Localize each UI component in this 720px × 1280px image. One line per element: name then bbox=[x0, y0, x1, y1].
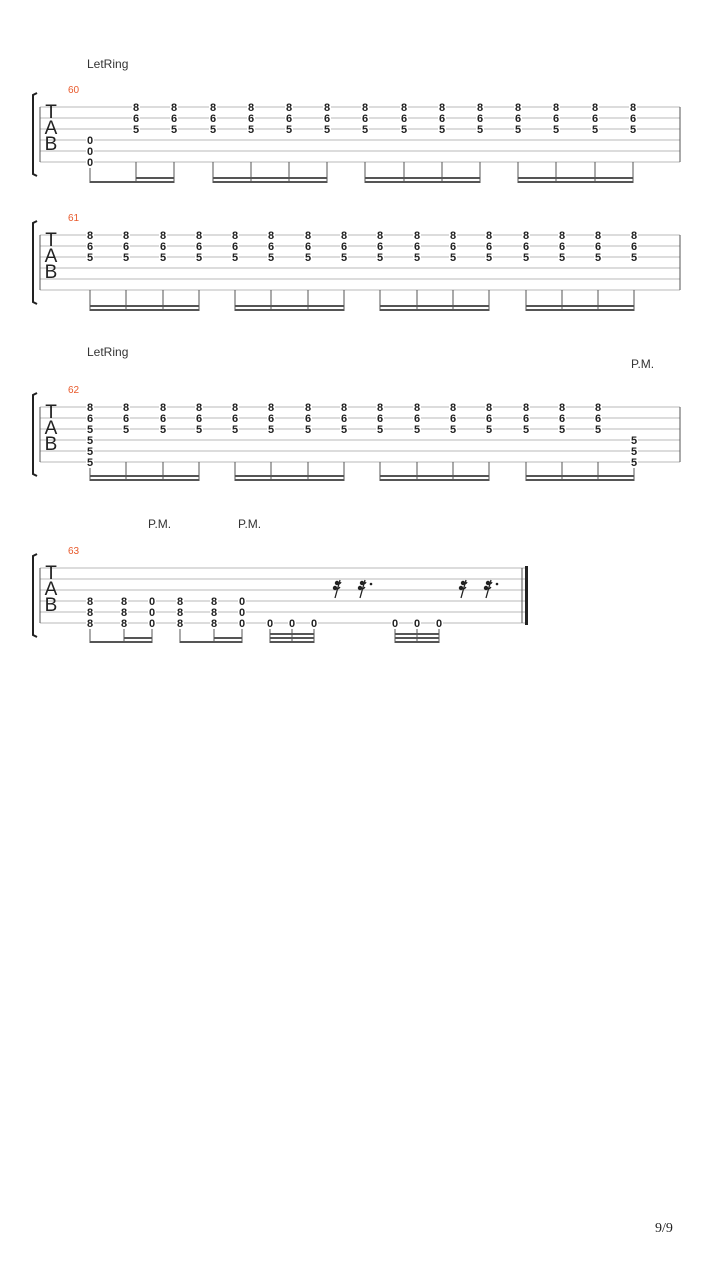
fret-number: 5 bbox=[522, 424, 530, 436]
fret-number: 8 bbox=[86, 596, 94, 608]
fret-number: 8 bbox=[120, 596, 128, 608]
fret-number: 5 bbox=[449, 252, 457, 264]
letring-annotation: LetRing bbox=[87, 57, 129, 71]
beam-secondary bbox=[90, 305, 199, 307]
beam-secondary bbox=[380, 305, 489, 307]
fret-number: 5 bbox=[361, 124, 369, 136]
beam bbox=[235, 309, 344, 311]
fret-number: 6 bbox=[323, 113, 331, 125]
fret-number: 8 bbox=[195, 230, 203, 242]
beam-tertiary bbox=[270, 633, 314, 635]
fret-number: 6 bbox=[552, 113, 560, 125]
fret-number: 6 bbox=[522, 241, 530, 253]
fret-number: 6 bbox=[413, 241, 421, 253]
fret-number: 6 bbox=[376, 413, 384, 425]
fret-number: 5 bbox=[413, 252, 421, 264]
fret-number: 8 bbox=[438, 102, 446, 114]
system-bracket bbox=[33, 221, 37, 304]
fret-number: 5 bbox=[132, 124, 140, 136]
beam-secondary bbox=[124, 637, 152, 639]
fret-number: 6 bbox=[159, 413, 167, 425]
tab-clef-letter: B bbox=[44, 262, 58, 283]
fret-number: 0 bbox=[148, 618, 156, 630]
measure-62 bbox=[33, 393, 680, 481]
fret-number: 8 bbox=[195, 402, 203, 414]
fret-number: 8 bbox=[231, 230, 239, 242]
fret-number: 8 bbox=[86, 230, 94, 242]
fret-number: 8 bbox=[210, 596, 218, 608]
palm-mute-annotation: P.M. bbox=[631, 357, 655, 371]
fret-number: 6 bbox=[485, 241, 493, 253]
fret-number: 8 bbox=[591, 102, 599, 114]
fret-number: 5 bbox=[159, 252, 167, 264]
fret-number: 6 bbox=[209, 113, 217, 125]
fret-number: 8 bbox=[176, 618, 184, 630]
fret-number: 5 bbox=[195, 424, 203, 436]
fret-number: 6 bbox=[413, 413, 421, 425]
fret-number: 6 bbox=[122, 413, 130, 425]
rest-dot bbox=[496, 583, 499, 586]
fret-number: 6 bbox=[86, 413, 94, 425]
fret-number: 5 bbox=[340, 252, 348, 264]
fret-number: 6 bbox=[86, 241, 94, 253]
fret-number: 8 bbox=[558, 230, 566, 242]
fret-number: 6 bbox=[231, 413, 239, 425]
fret-number: 6 bbox=[630, 241, 638, 253]
fret-number: 5 bbox=[159, 424, 167, 436]
fret-number: 5 bbox=[170, 124, 178, 136]
fret-number: 5 bbox=[552, 124, 560, 136]
fret-number: 8 bbox=[231, 402, 239, 414]
fret-number: 6 bbox=[558, 241, 566, 253]
fret-number: 6 bbox=[122, 241, 130, 253]
tab-clef-letter: B bbox=[44, 595, 58, 616]
letring-annotation: LetRing bbox=[87, 345, 129, 359]
fret-number: 5 bbox=[231, 252, 239, 264]
fret-number: 0 bbox=[148, 596, 156, 608]
fret-number: 6 bbox=[438, 113, 446, 125]
fret-number: 8 bbox=[159, 230, 167, 242]
fret-number: 8 bbox=[120, 607, 128, 619]
fret-number: 8 bbox=[514, 102, 522, 114]
fret-number: 5 bbox=[413, 424, 421, 436]
beam bbox=[395, 641, 439, 643]
fret-number: 6 bbox=[449, 241, 457, 253]
fret-number: 5 bbox=[514, 124, 522, 136]
fret-number: 8 bbox=[630, 230, 638, 242]
fret-number: 5 bbox=[267, 424, 275, 436]
fret-number: 0 bbox=[86, 135, 94, 147]
fret-number: 5 bbox=[195, 252, 203, 264]
fret-number: 6 bbox=[558, 413, 566, 425]
fret-number: 8 bbox=[400, 102, 408, 114]
beam-secondary bbox=[395, 637, 439, 639]
fret-number: 8 bbox=[558, 402, 566, 414]
fret-number: 5 bbox=[285, 124, 293, 136]
fret-number: 6 bbox=[132, 113, 140, 125]
fret-number: 5 bbox=[86, 435, 94, 447]
fret-number: 6 bbox=[361, 113, 369, 125]
fret-number: 5 bbox=[122, 252, 130, 264]
tab-clef-letter: T bbox=[45, 402, 57, 423]
fret-number: 8 bbox=[176, 607, 184, 619]
fret-number: 8 bbox=[376, 402, 384, 414]
tab-clef-letter: B bbox=[44, 434, 58, 455]
tab-clef-letter: A bbox=[44, 246, 58, 267]
fret-number: 8 bbox=[209, 102, 217, 114]
fret-number: 5 bbox=[122, 424, 130, 436]
fret-number: 6 bbox=[170, 113, 178, 125]
beam-tertiary bbox=[395, 633, 439, 635]
fret-number: 5 bbox=[209, 124, 217, 136]
fret-number: 6 bbox=[247, 113, 255, 125]
page-number: 9/9 bbox=[655, 1221, 673, 1236]
fret-number: 8 bbox=[122, 402, 130, 414]
fret-number: 8 bbox=[176, 596, 184, 608]
fret-number: 8 bbox=[552, 102, 560, 114]
beam-secondary bbox=[136, 177, 174, 179]
fret-number: 5 bbox=[376, 424, 384, 436]
fret-number: 0 bbox=[413, 618, 421, 630]
beam-secondary bbox=[526, 305, 634, 307]
beam bbox=[180, 641, 242, 643]
fret-number: 5 bbox=[231, 424, 239, 436]
sixteenth-rest bbox=[459, 580, 467, 598]
beam-secondary bbox=[380, 475, 489, 477]
system-bracket bbox=[33, 554, 37, 637]
fret-number: 6 bbox=[449, 413, 457, 425]
fret-number: 0 bbox=[86, 146, 94, 158]
beam bbox=[270, 641, 314, 643]
rest-dot bbox=[370, 583, 373, 586]
fret-number: 5 bbox=[400, 124, 408, 136]
fret-number: 6 bbox=[340, 241, 348, 253]
measure-number: 61 bbox=[68, 213, 80, 224]
fret-number: 0 bbox=[238, 607, 246, 619]
fret-number: 5 bbox=[304, 424, 312, 436]
beam-secondary bbox=[518, 177, 633, 179]
measure-60 bbox=[33, 93, 680, 183]
fret-number: 8 bbox=[210, 607, 218, 619]
fret-number: 8 bbox=[413, 230, 421, 242]
fret-number: 8 bbox=[122, 230, 130, 242]
fret-number: 5 bbox=[630, 457, 638, 469]
beam bbox=[380, 479, 489, 481]
sixteenth-rest bbox=[484, 580, 492, 598]
fret-number: 6 bbox=[591, 113, 599, 125]
fret-number: 6 bbox=[522, 413, 530, 425]
fret-number: 8 bbox=[449, 402, 457, 414]
beam bbox=[90, 181, 174, 183]
fret-number: 0 bbox=[391, 618, 399, 630]
tab-clef-letter: A bbox=[44, 118, 58, 139]
fret-number: 6 bbox=[400, 113, 408, 125]
fret-number: 8 bbox=[522, 230, 530, 242]
fret-number: 5 bbox=[558, 252, 566, 264]
fret-number: 5 bbox=[630, 435, 638, 447]
fret-number: 5 bbox=[449, 424, 457, 436]
fret-number: 6 bbox=[231, 241, 239, 253]
tab-clef-letter: A bbox=[44, 418, 58, 439]
fret-number: 8 bbox=[361, 102, 369, 114]
beam bbox=[213, 181, 327, 183]
fret-number: 8 bbox=[323, 102, 331, 114]
fret-number: 0 bbox=[310, 618, 318, 630]
fret-number: 0 bbox=[266, 618, 274, 630]
beam bbox=[526, 309, 634, 311]
fret-number: 8 bbox=[285, 102, 293, 114]
palm-mute-annotation: P.M. bbox=[148, 517, 172, 531]
fret-number: 6 bbox=[476, 113, 484, 125]
measure-number: 60 bbox=[68, 85, 80, 96]
fret-number: 6 bbox=[594, 241, 602, 253]
fret-number: 6 bbox=[514, 113, 522, 125]
fret-number: 6 bbox=[304, 241, 312, 253]
fret-number: 8 bbox=[86, 618, 94, 630]
beam-secondary bbox=[214, 637, 242, 639]
beam bbox=[90, 479, 199, 481]
measure-61 bbox=[33, 221, 680, 311]
fret-number: 8 bbox=[267, 402, 275, 414]
beam bbox=[90, 309, 199, 311]
fret-number: 6 bbox=[485, 413, 493, 425]
fret-number: 8 bbox=[210, 618, 218, 630]
fret-number: 8 bbox=[594, 230, 602, 242]
measure-number: 62 bbox=[68, 385, 80, 396]
fret-number: 8 bbox=[132, 102, 140, 114]
fret-number: 0 bbox=[238, 618, 246, 630]
fret-number: 5 bbox=[629, 124, 637, 136]
fret-number: 5 bbox=[558, 424, 566, 436]
fret-number: 6 bbox=[629, 113, 637, 125]
fret-number: 0 bbox=[238, 596, 246, 608]
fret-number: 8 bbox=[413, 402, 421, 414]
beam bbox=[518, 181, 633, 183]
beam bbox=[380, 309, 489, 311]
fret-number: 8 bbox=[267, 230, 275, 242]
fret-number: 8 bbox=[340, 402, 348, 414]
beam-secondary bbox=[213, 177, 327, 179]
beam bbox=[235, 479, 344, 481]
fret-number: 5 bbox=[522, 252, 530, 264]
fret-number: 6 bbox=[285, 113, 293, 125]
beam-secondary bbox=[90, 475, 199, 477]
system-bracket bbox=[33, 93, 37, 176]
fret-number: 8 bbox=[86, 402, 94, 414]
beam-secondary bbox=[365, 177, 480, 179]
tab-clef-letter: T bbox=[45, 230, 57, 251]
fret-number: 6 bbox=[195, 241, 203, 253]
fret-number: 6 bbox=[267, 413, 275, 425]
fret-number: 5 bbox=[594, 424, 602, 436]
fret-number: 8 bbox=[594, 402, 602, 414]
fret-number: 5 bbox=[340, 424, 348, 436]
fret-number: 8 bbox=[304, 402, 312, 414]
beam bbox=[365, 181, 480, 183]
fret-number: 5 bbox=[591, 124, 599, 136]
sixteenth-rest bbox=[333, 580, 341, 598]
fret-number: 5 bbox=[485, 252, 493, 264]
fret-number: 8 bbox=[449, 230, 457, 242]
fret-number: 0 bbox=[86, 157, 94, 169]
tab-clef-letter: T bbox=[45, 102, 57, 123]
fret-number: 8 bbox=[629, 102, 637, 114]
fret-number: 8 bbox=[86, 607, 94, 619]
beam-secondary bbox=[235, 305, 344, 307]
fret-number: 5 bbox=[86, 446, 94, 458]
fret-number: 6 bbox=[267, 241, 275, 253]
beam-secondary bbox=[526, 475, 634, 477]
fret-number: 8 bbox=[485, 402, 493, 414]
fret-number: 5 bbox=[304, 252, 312, 264]
fret-number: 8 bbox=[340, 230, 348, 242]
fret-number: 6 bbox=[304, 413, 312, 425]
fret-number: 6 bbox=[376, 241, 384, 253]
beam bbox=[90, 641, 152, 643]
fret-number: 5 bbox=[86, 252, 94, 264]
fret-number: 5 bbox=[323, 124, 331, 136]
fret-number: 5 bbox=[438, 124, 446, 136]
fret-number: 6 bbox=[195, 413, 203, 425]
fret-number: 5 bbox=[476, 124, 484, 136]
fret-number: 8 bbox=[170, 102, 178, 114]
fret-number: 0 bbox=[435, 618, 443, 630]
fret-number: 8 bbox=[159, 402, 167, 414]
measure-63 bbox=[33, 554, 528, 643]
fret-number: 6 bbox=[594, 413, 602, 425]
sixteenth-rest bbox=[358, 580, 366, 598]
measure-number: 63 bbox=[68, 546, 80, 557]
fret-number: 5 bbox=[267, 252, 275, 264]
fret-number: 6 bbox=[340, 413, 348, 425]
beam bbox=[526, 479, 634, 481]
fret-number: 5 bbox=[485, 424, 493, 436]
fret-number: 5 bbox=[630, 252, 638, 264]
fret-number: 5 bbox=[86, 457, 94, 469]
fret-number: 6 bbox=[159, 241, 167, 253]
fret-number: 8 bbox=[376, 230, 384, 242]
fret-number: 5 bbox=[594, 252, 602, 264]
fret-number: 8 bbox=[120, 618, 128, 630]
fret-number: 5 bbox=[86, 424, 94, 436]
fret-number: 0 bbox=[288, 618, 296, 630]
final-barline-thick bbox=[525, 566, 528, 625]
tab-clef-letter: A bbox=[44, 579, 58, 600]
fret-number: 8 bbox=[485, 230, 493, 242]
fret-number: 5 bbox=[376, 252, 384, 264]
fret-number: 5 bbox=[247, 124, 255, 136]
fret-number: 8 bbox=[522, 402, 530, 414]
fret-number: 8 bbox=[304, 230, 312, 242]
tab-clef-letter: T bbox=[45, 563, 57, 584]
palm-mute-annotation: P.M. bbox=[238, 517, 262, 531]
tab-clef-letter: B bbox=[44, 134, 58, 155]
fret-number: 0 bbox=[148, 607, 156, 619]
system-bracket bbox=[33, 393, 37, 476]
fret-number: 5 bbox=[630, 446, 638, 458]
fret-number: 8 bbox=[476, 102, 484, 114]
fret-number: 8 bbox=[247, 102, 255, 114]
beam-secondary bbox=[270, 637, 314, 639]
beam-secondary bbox=[235, 475, 344, 477]
